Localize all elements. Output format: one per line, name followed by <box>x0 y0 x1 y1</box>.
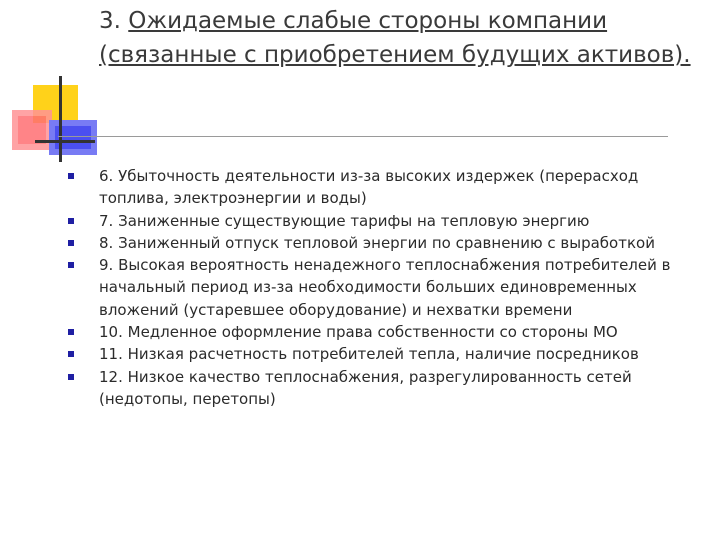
list-item <box>68 321 708 343</box>
list-item-text: 6. Убыточность деятельности из-за высоких издержек (перерасход топлива, электроэнергии и воды) <box>99 167 639 208</box>
decor-blue-square <box>49 120 97 155</box>
decor-horizontal-line <box>35 140 95 143</box>
square-bullet-icon <box>68 240 74 246</box>
list-item <box>68 343 708 365</box>
decor-vertical-line <box>59 76 62 162</box>
list-item <box>68 232 708 254</box>
slide-title-text: Ожидаемые слабые стороны компании (связанные с приобретением будущих активов). <box>99 8 691 68</box>
square-bullet-icon <box>68 374 74 380</box>
list-item-text: 11. Низкая расчетность потребителей тепла, наличие посредников <box>99 345 639 364</box>
list-item <box>68 366 708 411</box>
square-bullet-icon <box>68 329 74 335</box>
decor-red-square <box>12 110 52 150</box>
list-item <box>68 254 708 321</box>
square-bullet-icon <box>68 262 74 268</box>
square-bullet-icon <box>68 351 74 357</box>
slide-title <box>99 4 699 72</box>
list-item <box>68 165 708 210</box>
slide-title-number: 3. <box>99 8 121 34</box>
square-bullet-icon <box>68 173 74 179</box>
title-divider <box>58 136 668 137</box>
list-item-text: 8. Заниженный отпуск тепловой энергии по сравнению с выработкой <box>99 233 655 252</box>
square-bullet-icon <box>68 218 74 224</box>
list-item-text: 7. Заниженные существующие тарифы на тепловую энергию <box>99 211 590 230</box>
bullet-list <box>68 165 708 410</box>
list-item-text: 9. Высокая вероятность ненадежного теплоснабжения потребителей в начальный период из-за необходимости больших единовременных вложений (устаревшее оборудование) и нехватки времени <box>99 256 671 319</box>
list-item-text: 12. Низкое качество теплоснабжения, разрегулированность сетей (недотопы, перетопы) <box>99 367 632 408</box>
list-item <box>68 210 708 232</box>
list-item-text: 10. Медленное оформление права собственности со стороны МО <box>99 323 618 342</box>
